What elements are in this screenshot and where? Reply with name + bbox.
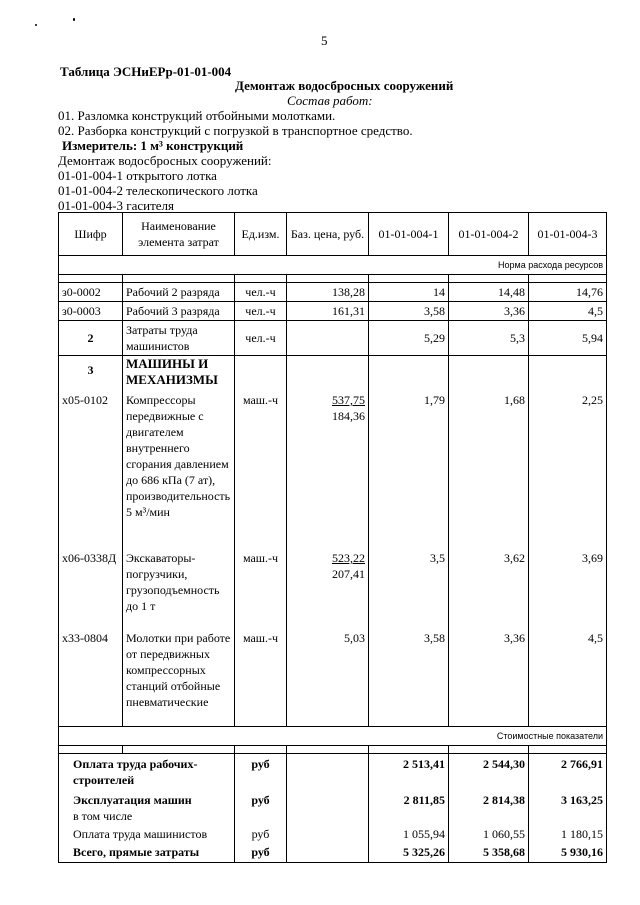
header-col3: 01-01-004-3 bbox=[529, 213, 607, 256]
desc-title: Демонтаж водосбросных сооружений: bbox=[58, 153, 272, 168]
subheading: Состав работ: bbox=[287, 93, 373, 108]
total-value-2: 1 060,55 bbox=[483, 827, 525, 841]
total-unit: руб bbox=[251, 757, 270, 771]
meter: Измеритель: 1 м³ конструкций bbox=[62, 138, 244, 153]
machine-value-3: 2,25 bbox=[582, 393, 603, 407]
machines-code: 3 bbox=[87, 363, 94, 377]
labor-code: 2 bbox=[59, 321, 123, 356]
machines-block bbox=[59, 356, 607, 727]
total-value-2: 2 814,38 bbox=[483, 793, 525, 807]
machine-value-1: 1,79 bbox=[424, 393, 445, 407]
total-value-3: 5 930,16 bbox=[561, 845, 603, 859]
header-row bbox=[59, 213, 607, 256]
row-code: з0-0002 bbox=[59, 283, 123, 302]
row-value-3: 14,76 bbox=[529, 283, 607, 302]
labor-row bbox=[59, 321, 607, 356]
total-value-1: 1 055,94 bbox=[403, 827, 445, 841]
table-title: Таблица ЭСНиЕРр-01-01-004 bbox=[60, 64, 232, 79]
labor-unit: чел.-ч bbox=[235, 321, 287, 356]
norm-label-row bbox=[59, 256, 607, 275]
row-value-2: 14,48 bbox=[449, 283, 529, 302]
table-row bbox=[59, 283, 607, 302]
machine-value-2: 3,62 bbox=[504, 551, 525, 565]
header-unit: Ед.изм. bbox=[235, 213, 287, 256]
total-name: Оплата труда рабочих-строителей bbox=[73, 757, 198, 787]
header-code: Шифр bbox=[59, 213, 123, 256]
total-value-2: 5 358,68 bbox=[483, 845, 525, 859]
total-value-3: 2 766,91 bbox=[561, 757, 603, 771]
total-name: Оплата труда машинистов bbox=[73, 827, 208, 841]
machine-name: Компрессоры передвижные с двигателем внутреннего сгорания давлением до 686 кПа (7 ат), производительность 5 м³/мин bbox=[126, 393, 231, 519]
desc-item-1: 01-01-004-1 открытого лотка bbox=[58, 168, 217, 183]
header-col2: 01-01-004-2 bbox=[449, 213, 529, 256]
machine-price-salary: 207,41 bbox=[332, 567, 365, 581]
labor-name: Затраты труда машинистов bbox=[123, 321, 235, 356]
desc-item-2: 01-01-004-2 телескопического лотка bbox=[58, 183, 258, 198]
row-unit: чел.-ч bbox=[235, 283, 287, 302]
cost-label: Стоимостные показатели bbox=[59, 727, 607, 746]
scan-speck bbox=[73, 18, 75, 21]
row-value-1: 14 bbox=[369, 283, 449, 302]
total-value-1: 2 513,41 bbox=[403, 757, 445, 771]
row-price: 138,28 bbox=[287, 283, 369, 302]
table-row bbox=[59, 302, 607, 321]
labor-value-3: 5,94 bbox=[529, 321, 607, 356]
labor-value-1: 5,29 bbox=[369, 321, 449, 356]
row-unit: чел.-ч bbox=[235, 302, 287, 321]
work-item-1: 01. Разломка конструкций отбойными молотками. bbox=[58, 108, 336, 123]
heading: Демонтаж водосбросных сооружений bbox=[235, 78, 454, 93]
total-value-1: 5 325,26 bbox=[403, 845, 445, 859]
header-col1: 01-01-004-1 bbox=[369, 213, 449, 256]
machine-unit: маш.-ч bbox=[242, 631, 279, 645]
header-price: Баз. цена, руб. bbox=[287, 213, 369, 256]
machine-code: х33-0804 bbox=[62, 631, 108, 645]
total-unit: руб bbox=[251, 793, 270, 807]
total-unit: руб bbox=[251, 845, 270, 859]
machine-price: 523,22 bbox=[332, 551, 365, 565]
norm-label: Норма расхода ресурсов bbox=[59, 256, 607, 275]
header-name: Наименование элемента затрат bbox=[123, 213, 235, 256]
machine-price: 5,03 bbox=[344, 631, 365, 645]
machine-unit: маш.-ч bbox=[242, 551, 279, 565]
row-name: Рабочий 3 разряда bbox=[123, 302, 235, 321]
desc-item-3: 01-01-004-3 гасителя bbox=[58, 198, 174, 213]
row-value-2: 3,36 bbox=[449, 302, 529, 321]
total-unit: руб bbox=[251, 827, 270, 841]
machine-value-3: 4,5 bbox=[588, 631, 603, 645]
machine-price: 537,75 bbox=[332, 393, 365, 407]
work-item-2: 02. Разборка конструкций с погрузкой в транспортное средство. bbox=[58, 123, 413, 138]
machine-code: х05-0102 bbox=[62, 393, 108, 407]
spacer-row bbox=[59, 275, 607, 283]
total-name: Эксплуатация машин bbox=[73, 793, 192, 807]
machine-value-3: 3,69 bbox=[582, 551, 603, 565]
totals-block bbox=[59, 754, 607, 863]
labor-value-2: 5,3 bbox=[449, 321, 529, 356]
row-value-3: 4,5 bbox=[529, 302, 607, 321]
page-number: 5 bbox=[321, 33, 328, 48]
machine-value-1: 3,58 bbox=[424, 631, 445, 645]
scan-speck bbox=[35, 24, 37, 26]
total-value-3: 3 163,25 bbox=[561, 793, 603, 807]
row-name: Рабочий 2 разряда bbox=[123, 283, 235, 302]
machine-unit: маш.-ч bbox=[242, 393, 279, 407]
machine-name: Экскаваторы-погрузчики, грузоподъемность до 1 т bbox=[126, 551, 220, 613]
cost-label-row bbox=[59, 727, 607, 746]
total-value-1: 2 811,85 bbox=[403, 793, 445, 807]
spacer-row bbox=[59, 746, 607, 754]
machine-name: Молотки при работе от передвижных компрессорных станций отбойные пневматические bbox=[126, 631, 231, 709]
resource-table bbox=[58, 212, 607, 863]
row-code: з0-0003 bbox=[59, 302, 123, 321]
total-value-3: 1 180,15 bbox=[561, 827, 603, 841]
machine-code: х06-0338Д bbox=[62, 551, 117, 565]
total-value-2: 2 544,30 bbox=[483, 757, 525, 771]
total-name: Всего, прямые затраты bbox=[73, 845, 200, 859]
row-price: 161,31 bbox=[287, 302, 369, 321]
machine-price-salary: 184,36 bbox=[332, 409, 365, 423]
machines-section-title: МАШИНЫ И МЕХАНИЗМЫ bbox=[126, 356, 218, 387]
total-name: в том числе bbox=[73, 809, 133, 823]
machine-value-2: 1,68 bbox=[504, 393, 525, 407]
row-value-1: 3,58 bbox=[369, 302, 449, 321]
machine-value-1: 3,5 bbox=[430, 551, 445, 565]
machine-value-2: 3,36 bbox=[504, 631, 525, 645]
